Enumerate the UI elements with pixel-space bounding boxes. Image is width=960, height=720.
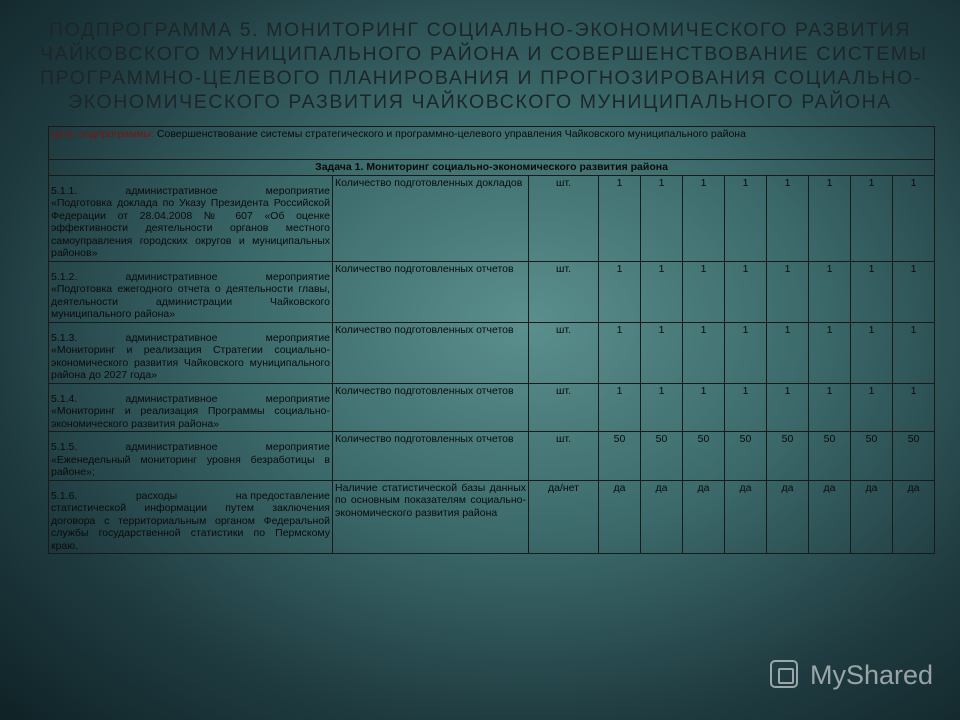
watermark — [770, 656, 950, 696]
page-title — [40, 18, 928, 114]
value-cell: 1 — [683, 383, 725, 432]
value-cell: 1 — [683, 322, 725, 383]
unit-cell: шт. — [529, 261, 599, 322]
value-cell: 1 — [725, 383, 767, 432]
activity-text: «Подготовка доклада по Указу Президента Российской Федерации от 28.04.2008 № 607 «Об оценке эффективности деятельности органов местного самоуправления городских округов и муниципальных районов» — [51, 197, 330, 259]
activity-cell — [49, 432, 333, 481]
activity-lead: расходы — [135, 489, 178, 502]
value-cell: 1 — [767, 261, 809, 322]
activity-number: 5.1.4. — [51, 392, 78, 405]
value-cell: 1 — [851, 383, 893, 432]
value-cell: 1 — [851, 322, 893, 383]
task-title: Задача 1. Мониторинг социально-экономического развития района — [49, 160, 935, 176]
indicator-cell: Количество подготовленных отчетов — [333, 322, 529, 383]
value-cell: 50 — [809, 432, 851, 481]
value-cell: 1 — [767, 383, 809, 432]
value-cell: 1 — [683, 175, 725, 261]
activity-text: «Еженедельный мониторинг уровня безработицы в районе»; — [51, 453, 330, 478]
value-cell: 50 — [599, 432, 641, 481]
unit-cell: шт. — [529, 383, 599, 432]
value-cell: да — [683, 480, 725, 554]
goal-label: Цель подпрограммы: — [51, 128, 154, 140]
activity-cell — [49, 261, 333, 322]
goal-text: Совершенствование системы стратегического и программно-целевого управления Чайковского муниципального района — [153, 128, 746, 140]
value-cell: 1 — [893, 383, 935, 432]
value-cell: да — [767, 480, 809, 554]
value-cell: 1 — [809, 261, 851, 322]
unit-cell: шт. — [529, 432, 599, 481]
indicator-cell: Наличие статистической базы данных по основным показателям социально-экономического развития района — [333, 480, 529, 554]
value-cell: 1 — [809, 383, 851, 432]
activity-lead-end: мероприятие — [265, 331, 330, 344]
value-cell: 1 — [809, 175, 851, 261]
activity-lead: административное — [125, 331, 218, 344]
activity-number: 5.1.2. — [51, 270, 78, 283]
activity-cell — [49, 480, 333, 554]
activity-lead-end: мероприятие — [265, 392, 330, 405]
value-cell: 50 — [683, 432, 725, 481]
activity-lead: административное — [125, 184, 218, 197]
activity-lead: административное — [125, 392, 218, 405]
activity-cell — [49, 383, 333, 432]
activity-number: 5.1.5. — [51, 441, 78, 453]
value-cell: 1 — [641, 383, 683, 432]
unit-cell: да/нет — [529, 480, 599, 554]
watermark-text: MyShared — [810, 660, 934, 690]
value-cell: 50 — [767, 432, 809, 481]
value-cell: 1 — [767, 175, 809, 261]
value-cell: да — [893, 480, 935, 554]
activity-cell — [49, 322, 333, 383]
subprogram-table — [48, 126, 935, 554]
activity-number: 5.1.3. — [51, 331, 78, 344]
title-line: ПРОГРАММНО-ЦЕЛЕВОГО ПЛАНИРОВАНИЯ И ПРОГНОЗИРОВАНИЯ СОЦИАЛЬНО- — [40, 67, 922, 89]
indicator-cell: Количество подготовленных докладов — [333, 175, 529, 261]
goal-cell — [49, 127, 935, 160]
value-cell: 1 — [893, 175, 935, 261]
value-cell: 1 — [809, 322, 851, 383]
activity-cell — [49, 175, 333, 261]
table-row — [49, 480, 935, 554]
value-cell: да — [851, 480, 893, 554]
table-row — [49, 322, 935, 383]
title-line: ПОДПРОГРАММА 5. МОНИТОРИНГ СОЦИАЛЬНО-ЭКОНОМИЧЕСКОГО РАЗВИТИЯ — [49, 19, 911, 41]
value-cell: 1 — [851, 261, 893, 322]
value-cell: да — [725, 480, 767, 554]
activity-number: 5.1.1. — [51, 184, 78, 197]
activity-lead: административное — [125, 441, 218, 453]
activity-text: «Мониторинг и реализация Программы социально-экономического развития района» — [51, 405, 330, 430]
activity-lead-end: мероприятие — [265, 184, 330, 197]
value-cell: да — [809, 480, 851, 554]
value-cell: 1 — [683, 261, 725, 322]
value-cell: 1 — [767, 322, 809, 383]
activity-text: «Подготовка ежегодного отчета о деятельности главы, деятельности администрации Чайковского муниципального района» — [51, 283, 330, 320]
value-cell: 1 — [893, 261, 935, 322]
activity-text: «Мониторинг и реализация Стратегии социально-экономического развития Чайковского муниципального района до 2027 года» — [51, 344, 330, 381]
value-cell: 1 — [725, 261, 767, 322]
indicator-cell: Количество подготовленных отчетов — [333, 432, 529, 481]
table-row — [49, 175, 935, 261]
title-line: ЭКОНОМИЧЕСКОГО РАЗВИТИЯ ЧАЙКОВСКОГО МУНИЦИПАЛЬНОГО РАЙОНА — [68, 91, 892, 113]
value-cell: 1 — [725, 322, 767, 383]
table-row — [49, 432, 935, 481]
table-row — [49, 261, 935, 322]
indicator-cell: Количество подготовленных отчетов — [333, 383, 529, 432]
activity-lead: административное — [125, 270, 218, 283]
value-cell: 1 — [725, 175, 767, 261]
indicator-cell: Количество подготовленных отчетов — [333, 261, 529, 322]
value-cell: 1 — [641, 175, 683, 261]
unit-cell: шт. — [529, 322, 599, 383]
value-cell: 1 — [641, 322, 683, 383]
value-cell: 1 — [599, 175, 641, 261]
value-cell: да — [599, 480, 641, 554]
unit-cell: шт. — [529, 175, 599, 261]
value-cell: 1 — [599, 322, 641, 383]
task-row — [49, 160, 935, 176]
activity-text: статистической информации путем заключения договора с территориальным органом Федеральной службы государственной статистики по Пермскому краю. — [51, 502, 330, 552]
value-cell: 50 — [893, 432, 935, 481]
activity-lead-end: мероприятие — [265, 270, 330, 283]
value-cell: 50 — [725, 432, 767, 481]
value-cell: 50 — [851, 432, 893, 481]
activity-number: 5.1.6. — [51, 489, 78, 502]
activity-lead-end: мероприятие — [265, 441, 330, 453]
value-cell: 50 — [641, 432, 683, 481]
value-cell: 1 — [851, 175, 893, 261]
watermark-logo-icon — [770, 660, 798, 688]
goal-row — [49, 127, 935, 160]
table-row — [49, 383, 935, 432]
activity-lead-end: на предоставление — [235, 489, 330, 502]
value-cell: да — [641, 480, 683, 554]
value-cell: 1 — [599, 261, 641, 322]
title-line: ЧАЙКОВСКОГО МУНИЦИПАЛЬНОГО РАЙОНА И СОВЕРШЕНСТВОВАНИЕ СИСТЕМЫ — [40, 43, 928, 65]
value-cell: 1 — [641, 261, 683, 322]
value-cell: 1 — [599, 383, 641, 432]
value-cell: 1 — [893, 322, 935, 383]
